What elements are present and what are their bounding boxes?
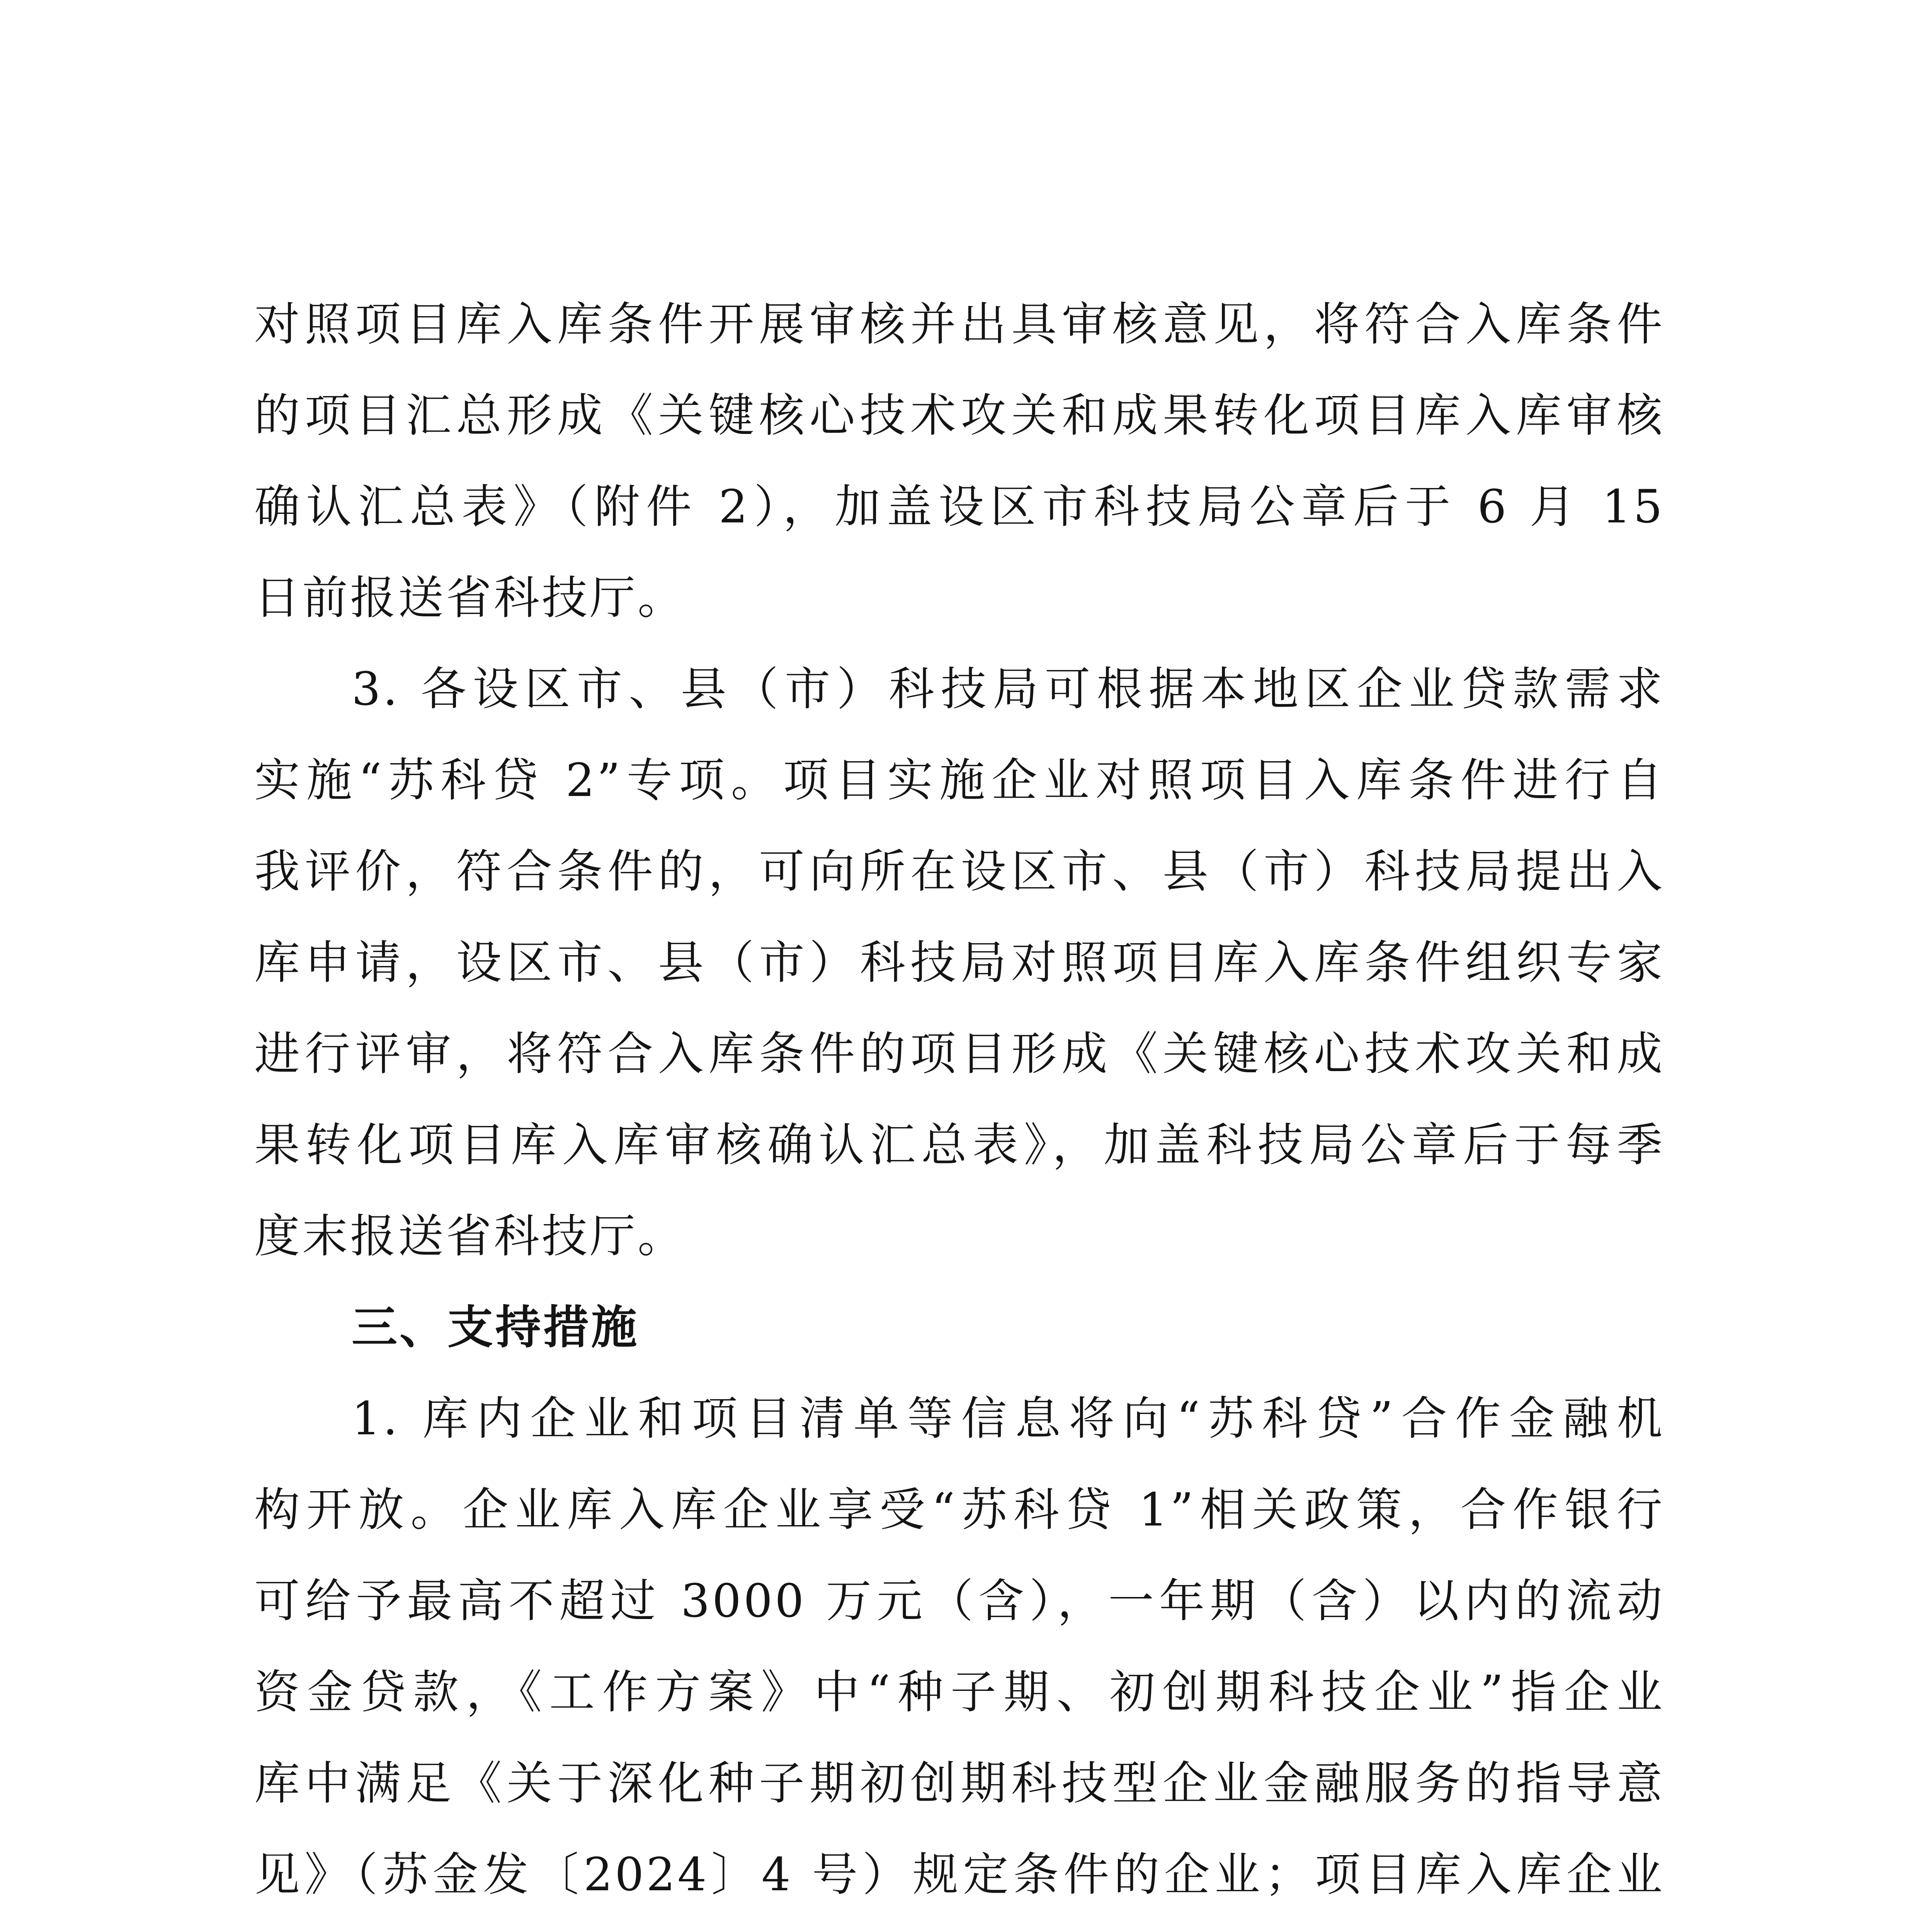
text-line: 见》（苏金发〔2024〕4 号）规定条件的企业；项目库入库企业 (254, 1848, 1665, 1901)
section-heading: 三、支持措施 (352, 1301, 640, 1354)
text-line: 1. 库内企业和项目清单等信息将向“苏科贷”合作金融机 (352, 1392, 1665, 1445)
text-line: 对照项目库入库条件开展审核并出具审核意见，将符合入库条件 (254, 298, 1665, 351)
text-line: 3. 各设区市、县（市）科技局可根据本地区企业贷款需求 (352, 662, 1665, 716)
text-line: 日前报送省科技厅。 (254, 571, 686, 624)
text-line: 的项目汇总形成《关键核心技术攻关和成果转化项目库入库审核 (254, 389, 1665, 442)
text-line: 果转化项目库入库审核确认汇总表》，加盖科技局公章后于每季 (254, 1118, 1665, 1172)
text-line: 库中满足《关于深化种子期初创期科技型企业金融服务的指导意 (254, 1757, 1665, 1810)
text-line: 进行评审，将符合入库条件的项目形成《关键核心技术攻关和成 (254, 1027, 1665, 1080)
text-line: 我评价，符合条件的，可向所在设区市、县（市）科技局提出入 (254, 845, 1665, 898)
text-line: 资金贷款，《工作方案》中“种子期、初创期科技企业”指企业 (254, 1665, 1665, 1719)
text-line: 度末报送省科技厅。 (254, 1209, 686, 1263)
document-body (254, 298, 1665, 1932)
text-line: 实施“苏科贷 2”专项。项目实施企业对照项目入库条件进行自 (254, 753, 1665, 807)
text-line: 可给予最高不超过 3000 万元（含），一年期（含）以内的流动 (254, 1574, 1665, 1628)
text-line: 库申请，设区市、县（市）科技局对照项目库入库条件组织专家 (254, 936, 1665, 989)
text-line: 构开放。企业库入库企业享受“苏科贷 1”相关政策，合作银行 (254, 1483, 1665, 1536)
text-line: 确认汇总表》（附件 2），加盖设区市科技局公章后于 6 月 15 (254, 480, 1665, 533)
